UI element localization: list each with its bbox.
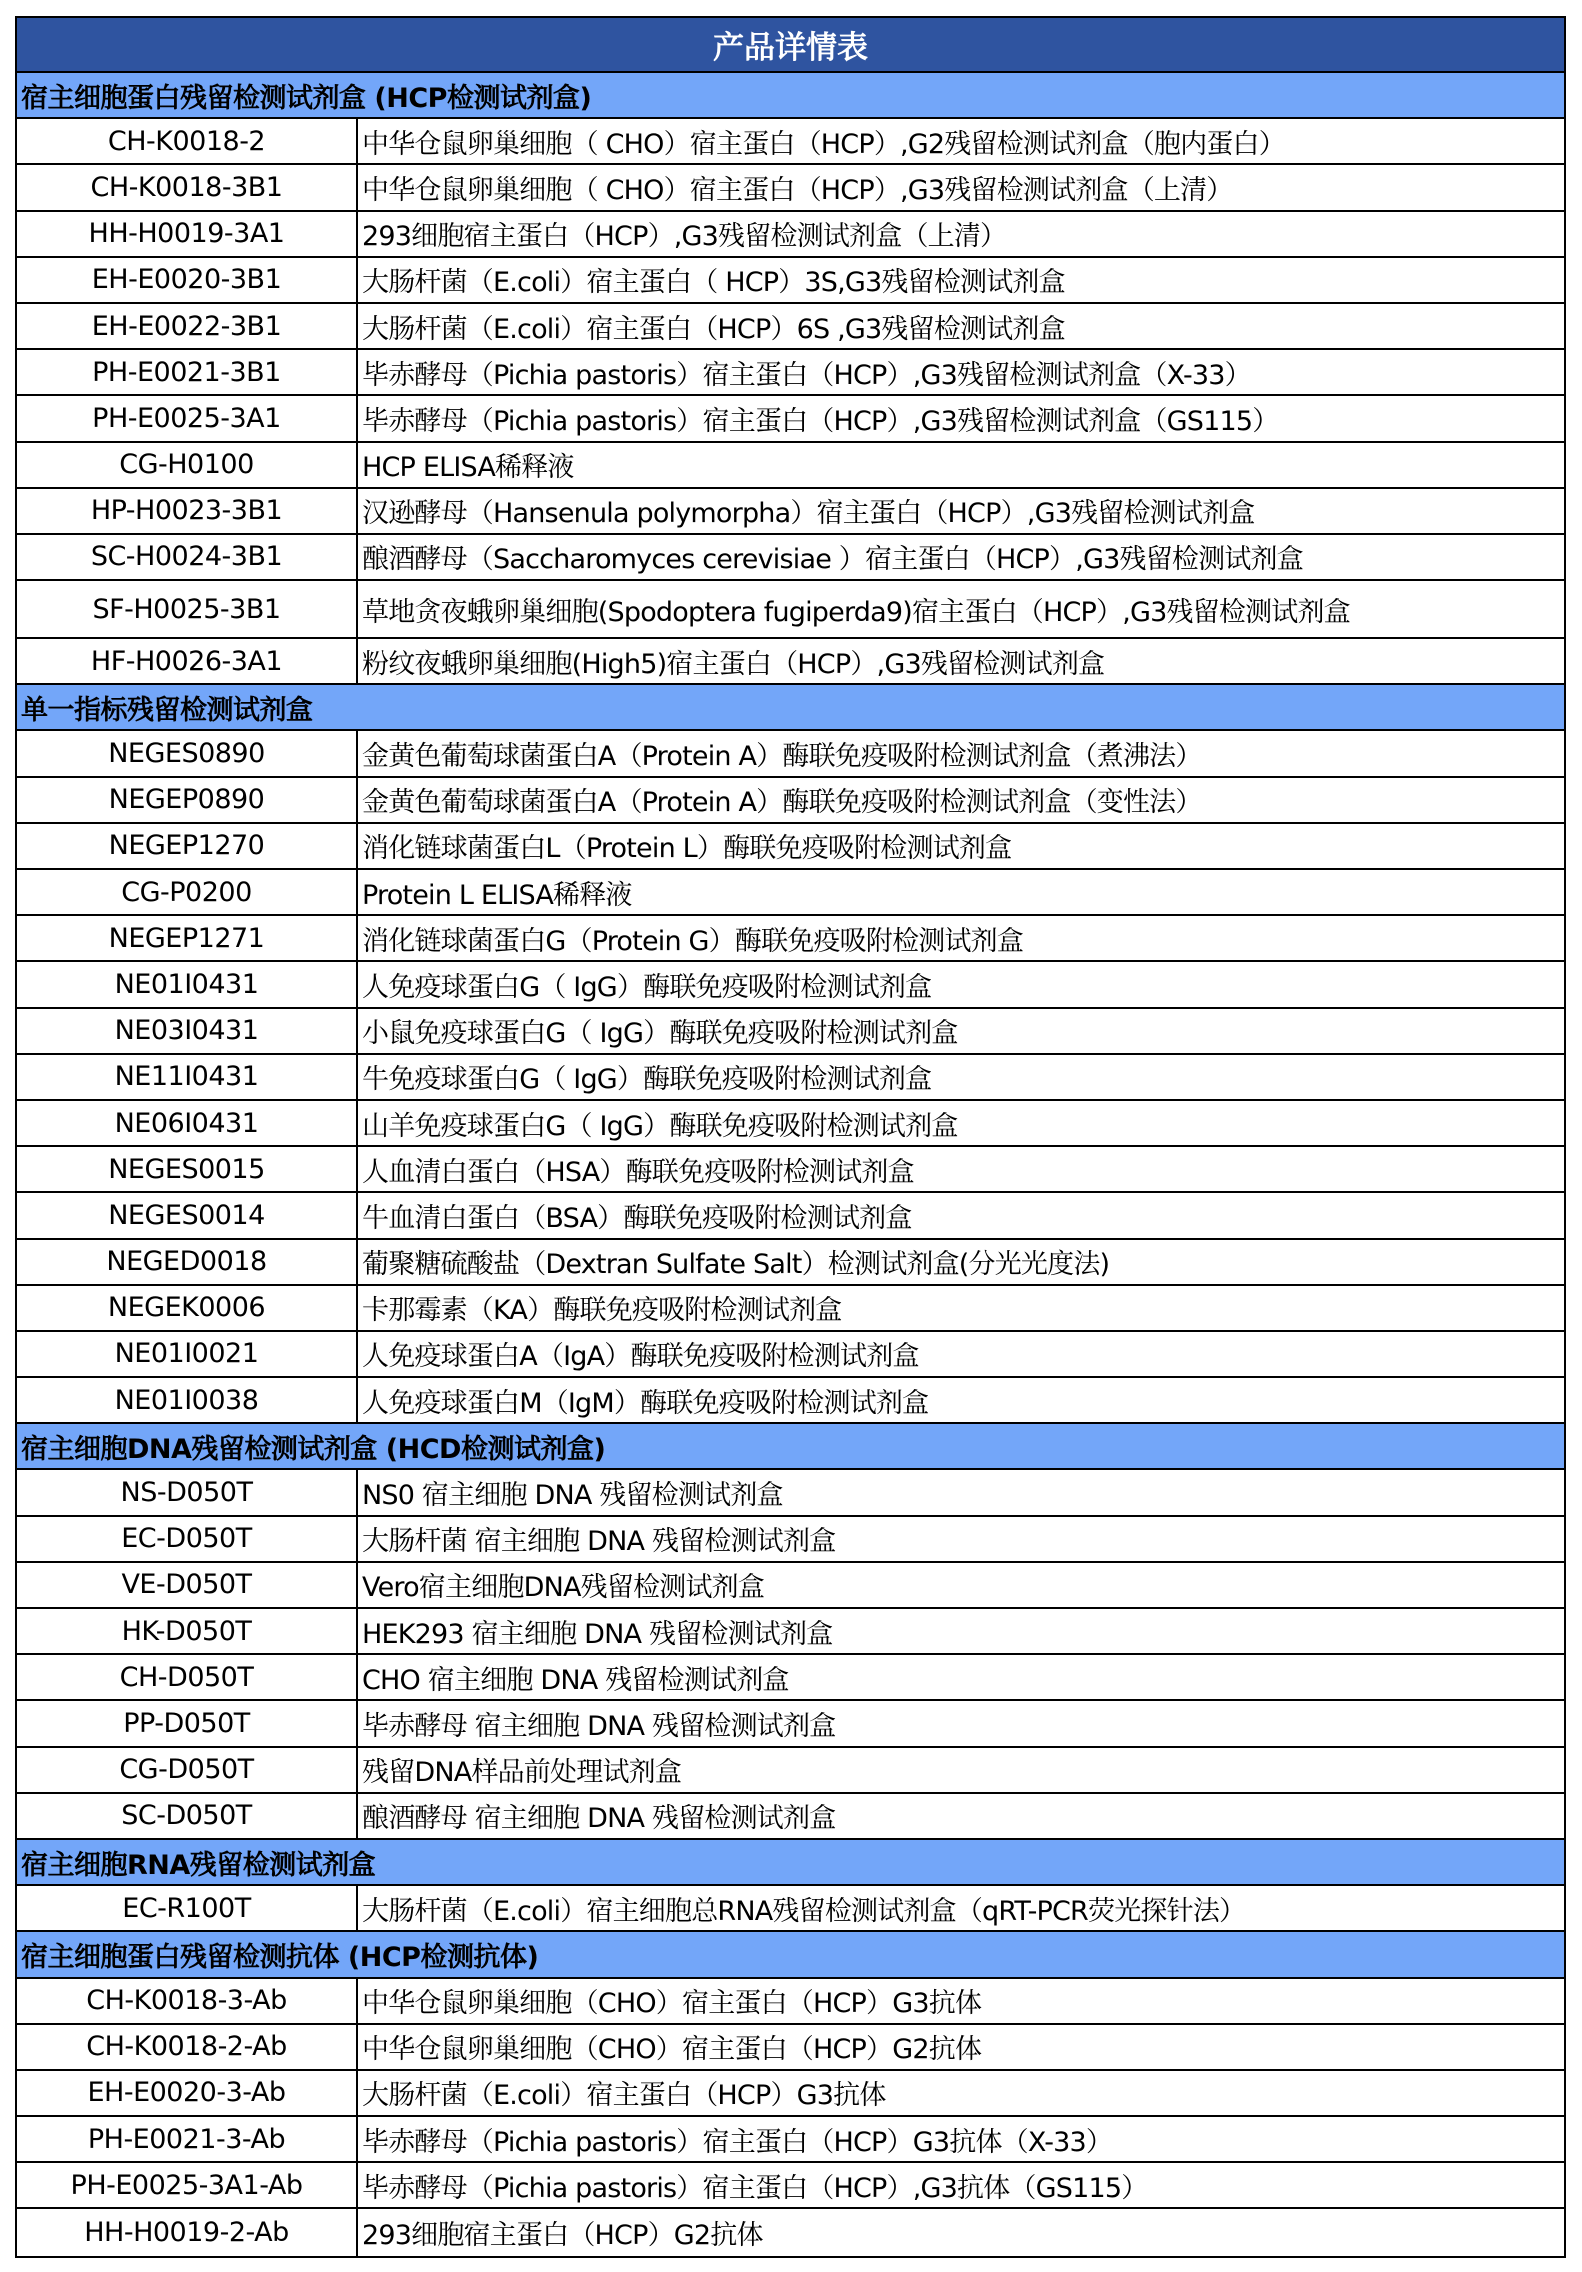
product-code-cell: EH-E0020-3-Ab — [17, 2071, 358, 2115]
product-description-cell: 酿酒酵母（Saccharomyces cerevisiae ）宿主蛋白（HCP）,G3残留检测试剂盒 — [362, 544, 1303, 576]
product-description-cell: 残留DNA样品前处理试剂盒 — [362, 1757, 682, 1789]
product-code-cell: SF-H0025-3B1 — [17, 581, 358, 637]
product-description-cell: 草地贪夜蛾卵巢细胞(Spodoptera fugiperda9)宿主蛋白（HCP）,G3残留检测试剂盒 — [362, 596, 1350, 628]
product-description-cell: 大肠杆菌（E.coli）宿主蛋白（ HCP）3S,G3残留检测试剂盒 — [362, 267, 1065, 299]
product-description-cell: 消化链球菌蛋白G（Protein G）酶联免疫吸附检测试剂盒 — [362, 925, 1024, 957]
table-row — [17, 2117, 1564, 2163]
table-row — [17, 639, 1564, 685]
product-code-cell: HF-H0026-3A1 — [17, 639, 358, 683]
table-row — [17, 1147, 1564, 1193]
product-description-cell: 牛免疫球蛋白G（ IgG）酶联免疫吸附检测试剂盒 — [362, 1064, 932, 1096]
section-header: 宿主细胞蛋白残留检测抗体 (HCP检测抗体) — [17, 1932, 1564, 1978]
product-description-cell: 山羊免疫球蛋白G（ IgG）酶联免疫吸附检测试剂盒 — [362, 1110, 958, 1142]
product-description-cell: Protein L ELISA稀释液 — [362, 879, 632, 911]
section-header: 宿主细胞蛋白残留检测试剂盒 (HCP检测试剂盒) — [17, 73, 1564, 119]
product-description-cell: 大肠杆菌（E.coli）宿主细胞总RNA残留检测试剂盒（qRT-PCR荧光探针法） — [362, 1895, 1246, 1927]
product-code-cell: NE01I0021 — [17, 1332, 358, 1376]
product-description-cell: 人免疫球蛋白G（ IgG）酶联免疫吸附检测试剂盒 — [362, 971, 932, 1003]
table-row — [17, 962, 1564, 1008]
product-description-cell: 大肠杆菌（E.coli）宿主蛋白（HCP）G3抗体 — [362, 2080, 886, 2112]
table-row — [17, 258, 1564, 304]
product-code-cell: EC-D050T — [17, 1517, 358, 1561]
table-row — [17, 1517, 1564, 1563]
product-code-cell: NEGED0018 — [17, 1240, 358, 1284]
product-description-cell: 金黄色葡萄球菌蛋白A（Protein A）酶联免疫吸附检测试剂盒（变性法） — [362, 787, 1202, 819]
product-code-cell: CG-H0100 — [17, 443, 358, 487]
product-code-cell: NEGES0014 — [17, 1193, 358, 1237]
product-details-table — [15, 16, 1566, 2258]
table-row — [17, 778, 1564, 824]
product-description-cell: 金黄色葡萄球菌蛋白A（Protein A）酶联免疫吸附检测试剂盒（煮沸法） — [362, 741, 1202, 773]
product-code-cell: SC-H0024-3B1 — [17, 535, 358, 579]
product-code-cell: CH-D050T — [17, 1655, 358, 1699]
product-code-cell: NEGEK0006 — [17, 1286, 358, 1330]
product-description-cell: 中华仓鼠卵巢细胞（ CHO）宿主蛋白（HCP）,G3残留检测试剂盒（上清） — [362, 174, 1233, 206]
product-code-cell: NS-D050T — [17, 1470, 358, 1514]
product-code-cell: PH-E0025-3A1 — [17, 396, 358, 440]
table-row — [17, 1609, 1564, 1655]
table-row — [17, 916, 1564, 962]
product-code-cell: NEGEP1270 — [17, 824, 358, 868]
product-code-cell: NEGES0015 — [17, 1147, 358, 1191]
table-row — [17, 1563, 1564, 1609]
product-description-cell: 毕赤酵母（Pichia pastoris）宿主蛋白（HCP）,G3残留检测试剂盒（X-33） — [362, 359, 1251, 391]
table-row — [17, 1009, 1564, 1055]
product-description-cell: 中华仓鼠卵巢细胞（CHO）宿主蛋白（HCP）G3抗体 — [362, 1988, 982, 2020]
product-description-cell: 毕赤酵母（Pichia pastoris）宿主蛋白（HCP）G3抗体（X-33） — [362, 2126, 1113, 2158]
table-row — [17, 824, 1564, 870]
product-code-cell: NE06I0431 — [17, 1101, 358, 1145]
product-description-cell: 牛血清白蛋白（BSA）酶联免疫吸附检测试剂盒 — [362, 1202, 912, 1234]
table-row — [17, 1701, 1564, 1747]
table-row — [17, 212, 1564, 258]
table-row — [17, 1286, 1564, 1332]
table-row — [17, 1886, 1564, 1932]
product-code-cell: NEGES0890 — [17, 731, 358, 775]
section-header: 宿主细胞RNA残留检测试剂盒 — [17, 1840, 1564, 1886]
table-row — [17, 2163, 1564, 2209]
product-code-cell: EH-E0022-3B1 — [17, 304, 358, 348]
product-description-cell: 小鼠免疫球蛋白G（ IgG）酶联免疫吸附检测试剂盒 — [362, 1018, 958, 1050]
product-description-cell: 毕赤酵母（Pichia pastoris）宿主蛋白（HCP）,G3残留检测试剂盒（GS115） — [362, 405, 1279, 437]
product-code-cell: CH-K0018-2-Ab — [17, 2025, 358, 2069]
product-description-cell: 293细胞宿主蛋白（HCP）,G3残留检测试剂盒（上清） — [362, 221, 1007, 253]
product-description-cell: HCP ELISA稀释液 — [362, 452, 574, 484]
table-row — [17, 1193, 1564, 1239]
product-description-cell: 人免疫球蛋白A（IgA）酶联免疫吸附检测试剂盒 — [362, 1341, 919, 1373]
product-code-cell: VE-D050T — [17, 1563, 358, 1607]
product-description-cell: 酿酒酵母 宿主细胞 DNA 残留检测试剂盒 — [362, 1803, 836, 1835]
product-code-cell: PH-E0021-3B1 — [17, 350, 358, 394]
product-code-cell: NEGEP1271 — [17, 916, 358, 960]
product-description-cell: 人血清白蛋白（HSA）酶联免疫吸附检测试剂盒 — [362, 1156, 914, 1188]
product-code-cell: CH-K0018-2 — [17, 119, 358, 163]
table-row — [17, 2025, 1564, 2071]
product-description-cell: 中华仓鼠卵巢细胞（CHO）宿主蛋白（HCP）G2抗体 — [362, 2034, 982, 2066]
table-row — [17, 870, 1564, 916]
table-row — [17, 1794, 1564, 1840]
product-code-cell: NEGEP0890 — [17, 778, 358, 822]
table-row — [17, 581, 1564, 639]
table-row — [17, 350, 1564, 396]
table-row — [17, 1748, 1564, 1794]
table-row — [17, 2209, 1564, 2255]
table-row — [17, 1655, 1564, 1701]
product-code-cell: PH-E0021-3-Ab — [17, 2117, 358, 2161]
table-row — [17, 1979, 1564, 2025]
product-code-cell: NE01I0038 — [17, 1378, 358, 1422]
table-row — [17, 1240, 1564, 1286]
product-code-cell: CG-D050T — [17, 1748, 358, 1792]
table-row — [17, 119, 1564, 165]
product-description-cell: 毕赤酵母（Pichia pastoris）宿主蛋白（HCP）,G3抗体（GS115） — [362, 2172, 1148, 2204]
product-code-cell: SC-D050T — [17, 1794, 358, 1838]
section-header: 宿主细胞DNA残留检测试剂盒 (HCD检测试剂盒) — [17, 1424, 1564, 1470]
product-code-cell: NE03I0431 — [17, 1009, 358, 1053]
table-row — [17, 489, 1564, 535]
table-row — [17, 1470, 1564, 1516]
product-description-cell: 葡聚糖硫酸盐（Dextran Sulfate Salt）检测试剂盒(分光光度法) — [362, 1249, 1110, 1281]
table-body — [17, 73, 1564, 2256]
product-code-cell: PP-D050T — [17, 1701, 358, 1745]
product-description-cell: Vero宿主细胞DNA残留检测试剂盒 — [362, 1572, 765, 1604]
product-code-cell: HP-H0023-3B1 — [17, 489, 358, 533]
section-header: 单一指标残留检测试剂盒 — [17, 685, 1564, 731]
table-row — [17, 396, 1564, 442]
product-code-cell: HH-H0019-3A1 — [17, 212, 358, 256]
table-row — [17, 165, 1564, 211]
table-row — [17, 2071, 1564, 2117]
product-description-cell: 人免疫球蛋白M（IgM）酶联免疫吸附检测试剂盒 — [362, 1387, 929, 1419]
table-row — [17, 731, 1564, 777]
product-code-cell: CG-P0200 — [17, 870, 358, 914]
product-code-cell: PH-E0025-3A1-Ab — [17, 2163, 358, 2207]
table-title: 产品详情表 — [17, 18, 1564, 73]
product-description-cell: 粉纹夜蛾卵巢细胞(High5)宿主蛋白（HCP）,G3残留检测试剂盒 — [362, 648, 1105, 680]
product-description-cell: 大肠杆菌 宿主细胞 DNA 残留检测试剂盒 — [362, 1526, 836, 1558]
product-code-cell: EC-R100T — [17, 1886, 358, 1930]
product-code-cell: CH-K0018-3-Ab — [17, 1979, 358, 2023]
product-code-cell: CH-K0018-3B1 — [17, 165, 358, 209]
product-description-cell: 消化链球菌蛋白L（Protein L）酶联免疫吸附检测试剂盒 — [362, 833, 1012, 865]
product-code-cell: HK-D050T — [17, 1609, 358, 1653]
product-description-cell: 毕赤酵母 宿主细胞 DNA 残留检测试剂盒 — [362, 1710, 836, 1742]
table-row — [17, 1101, 1564, 1147]
table-row — [17, 1055, 1564, 1101]
table-row — [17, 443, 1564, 489]
product-description-cell: 汉逊酵母（Hansenula polymorpha）宿主蛋白（HCP）,G3残留检测试剂盒 — [362, 498, 1255, 530]
product-description-cell: CHO 宿主细胞 DNA 残留检测试剂盒 — [362, 1664, 789, 1696]
table-row — [17, 304, 1564, 350]
product-code-cell: HH-H0019-2-Ab — [17, 2209, 358, 2255]
table-row — [17, 535, 1564, 581]
product-description-cell: 293细胞宿主蛋白（HCP）G2抗体 — [362, 2220, 763, 2252]
product-code-cell: EH-E0020-3B1 — [17, 258, 358, 302]
product-description-cell: 中华仓鼠卵巢细胞（ CHO）宿主蛋白（HCP）,G2残留检测试剂盒（胞内蛋白） — [362, 128, 1285, 160]
product-description-cell: NS0 宿主细胞 DNA 残留检测试剂盒 — [362, 1480, 783, 1512]
product-description-cell: HEK293 宿主细胞 DNA 残留检测试剂盒 — [362, 1618, 833, 1650]
product-code-cell: NE01I0431 — [17, 962, 358, 1006]
product-description-cell: 大肠杆菌（E.coli）宿主蛋白（HCP）6S ,G3残留检测试剂盒 — [362, 313, 1065, 345]
table-row — [17, 1378, 1564, 1424]
product-code-cell: NE11I0431 — [17, 1055, 358, 1099]
product-description-cell: 卡那霉素（KA）酶联免疫吸附检测试剂盒 — [362, 1295, 842, 1327]
table-row — [17, 1332, 1564, 1378]
